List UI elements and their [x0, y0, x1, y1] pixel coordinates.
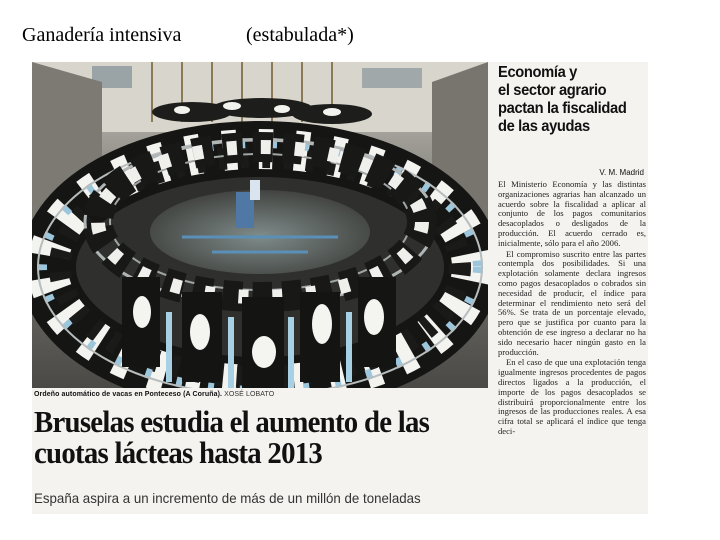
side-article-body	[498, 180, 646, 438]
caption-text: Ordeño automático de vacas en Ponteceso (A Coruña).	[34, 391, 223, 398]
slide-title-left: Ganadería intensiva	[22, 24, 182, 46]
photo-credit: XOSÉ LOBATO	[224, 391, 275, 398]
photo-caption	[34, 391, 490, 398]
side-headline-line: de las ayudas	[498, 118, 590, 135]
milking-parlour-photo	[32, 62, 488, 388]
photo-illustration	[32, 62, 488, 388]
headline-line-2: cuotas lácteas hasta 2013	[34, 435, 323, 470]
subheadline: España aspira a un incremento de más de un millón de toneladas	[34, 490, 421, 506]
side-headline-line: el sector agrario	[498, 82, 607, 99]
newspaper-clipping	[32, 62, 648, 514]
side-headline-line: pactan la fiscalidad	[498, 100, 627, 117]
paragraph: En el caso de que una explotación tenga igualmente ingresos procedentes de pagos directos ligados a la producción, el importe de los pagos desacoplados se distribuirá proporcionalmente entre los ingresos de las producciones reales. A esa cifra total se aplicará el índice que tenga deci-	[498, 357, 646, 436]
headline-line-1: Bruselas estudia el aumento de las	[34, 404, 430, 439]
side-headline-line: Economía y	[498, 64, 577, 81]
main-headline	[34, 406, 458, 468]
slide-title-right: (estabulada*)	[246, 24, 354, 46]
side-headline	[498, 64, 645, 136]
side-article	[498, 62, 646, 514]
byline: V. M. Madrid	[599, 168, 644, 177]
paragraph: El compromiso suscrito entre las partes contempla dos posibilidades. Si una explotación solamente declara ingresos como pagos desacoplados o cobrados sin necesidad de producir, el índice para determinar el rendimiento neto será del 56%. Se trata de un porcentaje elevado, pero que se justifica por cuanto para la obtención de ese ingreso a declarar no ha sido necesario hacer ningún gasto en la producción.	[498, 248, 646, 357]
paragraph: El Ministerio Economía y las distintas organizaciones agrarias han alcanzado un acuerdo sobre la fiscalidad a aplicar al conjunto de los pagos comunitarios desacoplados o desligados de la producción. El acuerdo cerrado es, inicialmente, sólo para el año 2006.	[498, 179, 646, 248]
